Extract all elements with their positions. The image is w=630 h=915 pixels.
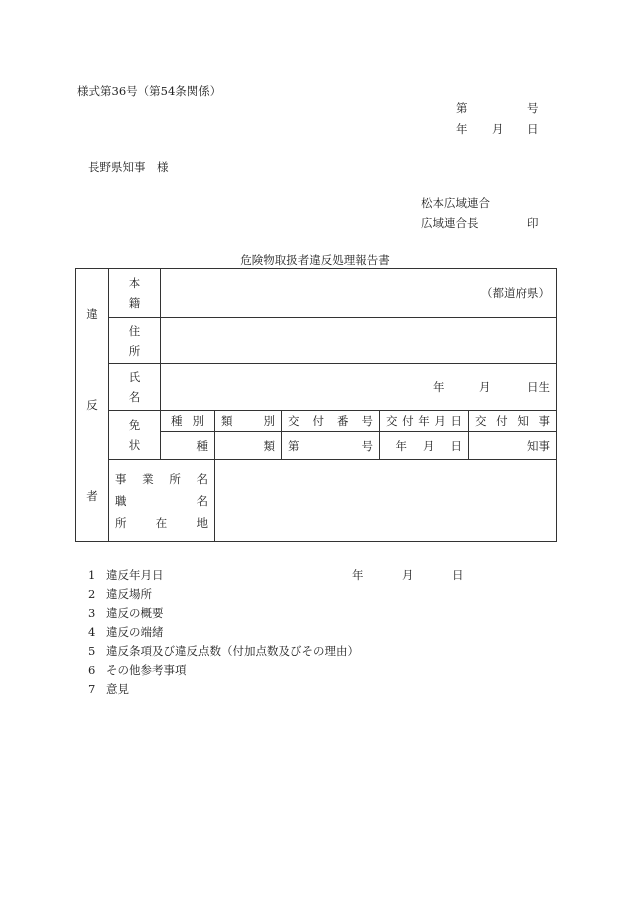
date-day: 日 [527, 122, 539, 136]
prefecture-note: （都道府県） [481, 286, 551, 300]
header-issue-date: 交 付 年 月 日 [380, 411, 469, 432]
license-label: 免 状 [109, 411, 161, 460]
date-month: 月 [492, 122, 504, 136]
document-title: 危険物取扱者違反処理報告書 [240, 253, 390, 267]
address-field[interactable] [161, 318, 557, 364]
list-item: 4 違反の端緒 [88, 625, 164, 639]
issuing-governor-field[interactable]: 知事 [469, 432, 557, 460]
list-item: 2 違反場所 [88, 587, 152, 601]
birth-month: 月 [479, 380, 491, 394]
location-label: 所 在 地 [115, 515, 208, 530]
honseki-label: 本 籍 [109, 269, 161, 318]
header-ruibetsu: 類 別 [215, 411, 282, 432]
list-item: 6 その他参考事項 [88, 663, 187, 677]
side-char: 反 [86, 397, 98, 412]
sender-organization: 松本広域連合 [421, 196, 490, 210]
header-license-number: 交 付 番 号 [282, 411, 380, 432]
list-item: 7 意見 [88, 682, 129, 696]
violator-info-table [75, 268, 557, 542]
shubetsu-field[interactable]: 種 [161, 432, 215, 460]
document-number-suffix: 号 [527, 101, 539, 115]
office-field[interactable] [215, 460, 557, 542]
sender-title: 広域連合長 [421, 216, 479, 230]
side-char: 者 [86, 488, 98, 503]
form-number: 様式第36号（第54条関係） [77, 84, 222, 98]
side-char: 違 [86, 307, 98, 322]
header-shubetsu: 種 別 [161, 411, 215, 432]
report-items [88, 566, 472, 699]
office-labels [109, 460, 215, 542]
list-item: 3 違反の概要 [88, 606, 164, 620]
birth-year: 年 [433, 380, 445, 394]
issue-date-field[interactable]: 年 月 日 [380, 432, 469, 460]
position-label: 職 名 [115, 493, 208, 508]
date-year: 年 [456, 122, 468, 136]
office-name-label: 事 業 所 名 [115, 471, 208, 486]
list-item: 1 違反年月日 年 月 日 [88, 568, 464, 582]
birth-day: 日生 [527, 380, 551, 394]
honseki-field[interactable] [161, 269, 557, 318]
document-number-prefix: 第 [456, 101, 468, 115]
seal-mark: 印 [527, 216, 539, 230]
ruibetsu-field[interactable]: 類 [215, 432, 282, 460]
addressee: 長野県知事 様 [88, 160, 169, 174]
name-field[interactable] [161, 364, 557, 411]
name-label: 氏 名 [109, 364, 161, 411]
license-number-field[interactable]: 第 号 [282, 432, 380, 460]
address-label: 住 所 [109, 318, 161, 364]
list-item: 5 違反条項及び違反点数（付加点数及びその理由） [88, 644, 359, 658]
header-issuing-governor: 交 付 知 事 [469, 411, 557, 432]
violator-side-label [76, 269, 109, 542]
